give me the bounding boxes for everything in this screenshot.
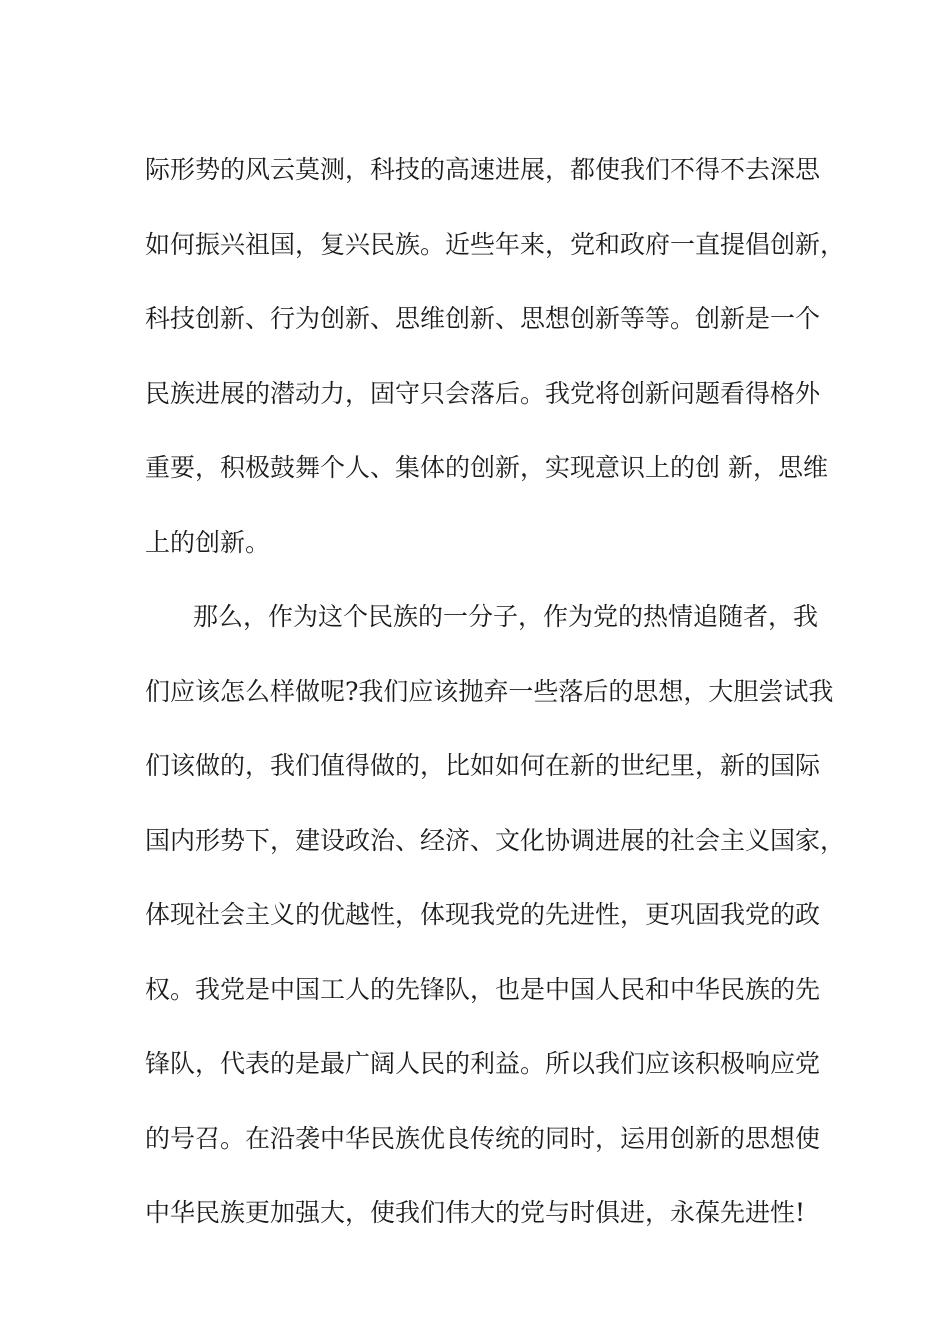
text-line: 的号召。在沿袭中华民族优良传统的同时，运用创新的思想使 <box>145 1123 821 1153</box>
text-line: 如何振兴祖国，复兴民族。近些年来，党和政府一直提倡创新， <box>145 229 846 259</box>
text-line: 们该做的，我们值得做的，比如如何在新的世纪里，新的国际 <box>145 751 821 780</box>
text-line: 上的创新。 <box>145 527 271 557</box>
text-line: 际形势的风云莫测，科技的高速进展，都使我们不得不去深思 <box>145 155 821 184</box>
text-line: 体现社会主义的优越性，体现我党的先进性，更巩固我党的政 <box>145 900 821 929</box>
text-line: 国内形势下，建设政治、经济、文化协调进展的社会主义国家， <box>145 825 846 855</box>
text-line: 中华民族更加强大，使我们伟大的党与时俱进，永葆先进性! <box>145 1198 806 1227</box>
text-line: 民族进展的潜动力，固守只会落后。我党将创新问题看得格外 <box>145 378 821 408</box>
text-line: 重要，积极鼓舞个人、集体的创新，实现意识上的创 新，思维 <box>145 453 828 482</box>
document-body <box>145 133 846 1251</box>
text-line: 锋队，代表的是最广阔人民的利益。所以我们应该积极响应党 <box>145 1049 821 1078</box>
paragraph-first-line: 那么，作为这个民族的一分子，作为党的热情追随者，我 <box>193 602 819 631</box>
text-line: 们应该怎么样做呢?我们应该抛弃一些落后的思想，大胆尝试我 <box>145 676 834 706</box>
text-line: 科技创新、行为创新、思维创新、思想创新等等。创新是一个 <box>145 304 821 333</box>
text-line: 权。我党是中国工人的先锋队，也是中国人民和中华民族的先 <box>145 974 821 1004</box>
